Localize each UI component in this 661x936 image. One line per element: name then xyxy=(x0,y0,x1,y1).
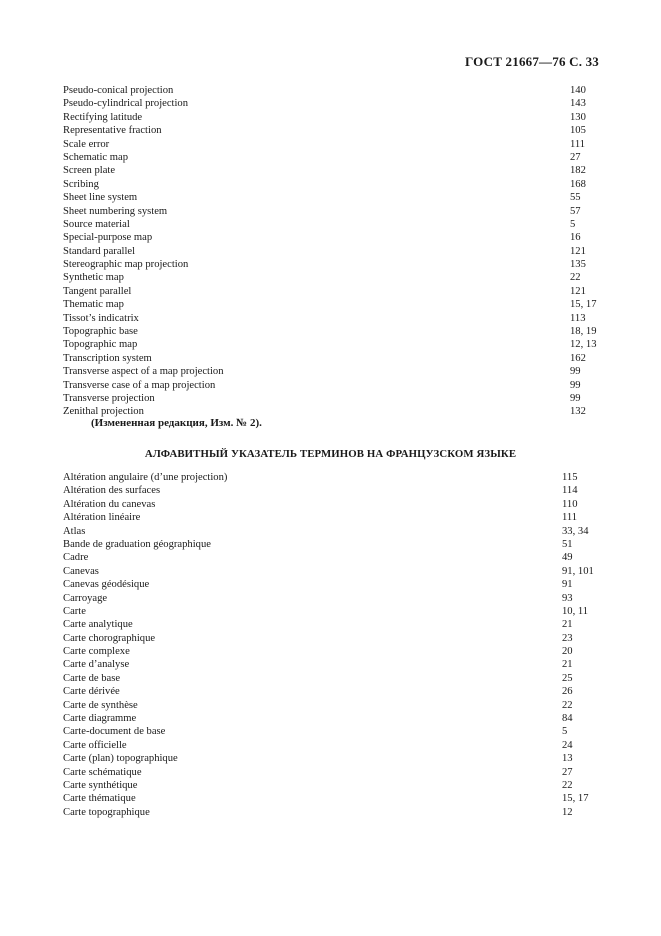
index-term: Altération des surfaces xyxy=(63,485,161,497)
index-term: Carte schématique xyxy=(63,766,142,778)
index-entry xyxy=(63,191,603,204)
index-term: Tangent parallel xyxy=(63,285,132,297)
index-term: Carte officielle xyxy=(63,739,127,751)
index-term: Carte xyxy=(63,605,86,617)
index-term: Standard parallel xyxy=(63,245,136,257)
index-page-numbers: 13 xyxy=(562,753,573,765)
index-page-numbers: 111 xyxy=(562,512,578,524)
index-term: Synthetic map xyxy=(63,272,124,284)
index-entry xyxy=(63,338,603,351)
index-page-numbers: 84 xyxy=(562,713,573,725)
index-entry xyxy=(63,111,603,124)
index-page-numbers: 143 xyxy=(570,98,586,110)
index-term: Carte de base xyxy=(63,672,121,684)
index-page-numbers: 12 xyxy=(562,806,573,818)
index-entry xyxy=(63,658,603,671)
index-term: Carte topographique xyxy=(63,806,150,818)
index-entry xyxy=(63,271,603,284)
index-term: Atlas xyxy=(63,525,86,537)
index-page-numbers: 93 xyxy=(562,592,573,604)
index-term: Schematic map xyxy=(63,151,129,163)
index-term: Source material xyxy=(63,218,130,230)
index-entry xyxy=(63,712,603,725)
index-page-numbers: 18, 19 xyxy=(570,326,597,338)
index-entry xyxy=(63,645,603,658)
index-page-numbers: 140 xyxy=(570,85,586,96)
english-term-index xyxy=(63,84,603,419)
index-term: Carte d’analyse xyxy=(63,659,130,671)
index-page-numbers: 20 xyxy=(562,646,573,658)
index-entry xyxy=(63,511,603,524)
index-page-numbers: 121 xyxy=(570,285,586,297)
index-page-numbers: 115 xyxy=(562,472,578,483)
index-page-numbers: 27 xyxy=(562,766,573,778)
index-term: Thematic map xyxy=(63,299,124,311)
index-entry xyxy=(63,725,603,738)
index-entry xyxy=(63,298,603,311)
index-term: Pseudo-cylindrical projection xyxy=(63,98,189,110)
index-term: Carte de synthèse xyxy=(63,699,138,711)
index-entry xyxy=(63,365,603,378)
index-page-numbers: 182 xyxy=(570,165,586,177)
index-page-numbers: 99 xyxy=(570,379,581,391)
index-term: Carte analytique xyxy=(63,619,133,631)
page-header: ГОСТ 21667—76 С. 33 xyxy=(465,54,599,69)
index-entry xyxy=(63,151,603,164)
index-entry xyxy=(63,484,603,497)
index-page-numbers: 57 xyxy=(570,205,581,217)
index-term: Carroyage xyxy=(63,592,108,604)
index-term: Carte complexe xyxy=(63,646,130,658)
index-page-numbers: 15, 17 xyxy=(562,793,589,805)
index-page-numbers: 162 xyxy=(570,352,586,364)
index-page-numbers: 21 xyxy=(562,619,573,631)
index-entry xyxy=(63,138,603,151)
index-term: Carte diagramme xyxy=(63,713,137,725)
index-term: Carte thématique xyxy=(63,793,136,805)
index-entry xyxy=(63,379,603,392)
index-entry xyxy=(63,551,603,564)
index-page-numbers: 22 xyxy=(570,272,581,284)
index-entry xyxy=(63,205,603,218)
index-page-numbers: 33, 34 xyxy=(562,525,589,537)
french-index-title: АЛФАВИТНЫЙ УКАЗАТЕЛЬ ТЕРМИНОВ НА ФРАНЦУЗСКОМ ЯЗЫКЕ xyxy=(144,448,517,460)
index-entry xyxy=(63,258,603,271)
index-term: Scribing xyxy=(63,178,99,190)
index-term: Carte-document de base xyxy=(63,726,166,738)
index-term: Altération angulaire (d’une projection) xyxy=(63,472,228,483)
index-entry xyxy=(63,498,603,511)
index-term: Altération linéaire xyxy=(63,512,141,524)
index-page-numbers: 15, 17 xyxy=(570,299,597,311)
index-page-numbers: 135 xyxy=(570,259,586,271)
index-entry xyxy=(63,592,603,605)
index-term: Special-purpose map xyxy=(63,232,153,244)
index-entry xyxy=(63,806,603,819)
index-term: Rectifying latitude xyxy=(63,111,143,123)
index-entry xyxy=(63,245,603,258)
index-term: Topographic map xyxy=(63,339,138,351)
index-entry xyxy=(63,779,603,792)
index-term: Bande de graduation géographique xyxy=(63,538,211,550)
index-page-numbers: 49 xyxy=(562,552,573,564)
index-entry xyxy=(63,178,603,191)
index-entry xyxy=(63,632,603,645)
index-page-numbers: 121 xyxy=(570,245,586,257)
index-page-numbers: 5 xyxy=(562,726,568,738)
index-entry xyxy=(63,538,603,551)
index-term: Sheet numbering system xyxy=(63,205,168,217)
index-page-numbers: 105 xyxy=(570,125,586,137)
index-page-numbers: 51 xyxy=(562,538,573,550)
index-entry xyxy=(63,565,603,578)
index-term: Pseudo-conical projection xyxy=(63,85,174,96)
index-entry xyxy=(63,525,603,538)
index-term: Altération du canevas xyxy=(63,498,156,510)
index-entry xyxy=(63,164,603,177)
index-entry xyxy=(63,605,603,618)
index-entry xyxy=(63,766,603,779)
index-term: Transverse projection xyxy=(63,392,155,404)
index-entry xyxy=(63,325,603,338)
index-page-numbers: 110 xyxy=(562,498,578,510)
index-entry xyxy=(63,699,603,712)
index-entry xyxy=(63,792,603,805)
index-page-numbers: 21 xyxy=(562,659,573,671)
index-entry xyxy=(63,672,603,685)
index-term: Stereographic map projection xyxy=(63,259,189,271)
index-term: Topographic base xyxy=(63,326,138,338)
index-entry xyxy=(63,739,603,752)
index-entry xyxy=(63,578,603,591)
index-page-numbers: 26 xyxy=(562,686,573,698)
index-term: Carte (plan) topographique xyxy=(63,753,178,765)
index-term: Tissot’s indicatrix xyxy=(63,312,139,324)
index-entry xyxy=(63,471,603,484)
index-entry xyxy=(63,352,603,365)
index-page-numbers: 132 xyxy=(570,406,586,418)
index-page-numbers: 5 xyxy=(570,218,576,230)
index-term: Canevas xyxy=(63,565,99,577)
index-page-numbers: 55 xyxy=(570,192,581,204)
index-term: Zenithal projection xyxy=(63,406,144,418)
index-page-numbers: 130 xyxy=(570,111,586,123)
index-page-numbers: 25 xyxy=(562,672,573,684)
index-page-numbers: 22 xyxy=(562,699,573,711)
index-term: Carte dérivée xyxy=(63,686,120,698)
index-term: Cadre xyxy=(63,552,89,564)
index-page-numbers: 91 xyxy=(562,579,573,591)
index-term: Transcription system xyxy=(63,352,152,364)
index-term: Carte chorographique xyxy=(63,632,156,644)
index-page-numbers: 91, 101 xyxy=(562,565,594,577)
index-term: Carte synthétique xyxy=(63,779,138,791)
index-page-numbers: 10, 11 xyxy=(562,605,589,617)
index-page-numbers: 24 xyxy=(562,739,573,751)
index-term: Transverse case of a map projection xyxy=(63,379,216,391)
index-entry xyxy=(63,124,603,137)
index-term: Transverse aspect of a map projection xyxy=(63,366,224,378)
index-page-numbers: 23 xyxy=(562,632,573,644)
index-entry xyxy=(63,752,603,765)
index-entry xyxy=(63,685,603,698)
amendment-note: (Измененная редакция, Изм. № 2). xyxy=(91,417,262,429)
french-term-index xyxy=(63,471,603,819)
index-page-numbers: 114 xyxy=(562,485,578,497)
index-entry xyxy=(63,312,603,325)
index-term: Screen plate xyxy=(63,165,116,177)
index-entry xyxy=(63,392,603,405)
index-page-numbers: 99 xyxy=(570,392,581,404)
index-term: Scale error xyxy=(63,138,110,150)
index-term: Canevas géodésique xyxy=(63,579,150,591)
index-page-numbers: 168 xyxy=(570,178,586,190)
index-page-numbers: 113 xyxy=(570,312,586,324)
index-page-numbers: 22 xyxy=(562,779,573,791)
index-page-numbers: 99 xyxy=(570,366,581,378)
index-entry xyxy=(63,618,603,631)
index-page-numbers: 27 xyxy=(570,151,581,163)
index-page-numbers: 12, 13 xyxy=(570,339,597,351)
index-entry xyxy=(63,285,603,298)
index-term: Sheet line system xyxy=(63,192,138,204)
index-term: Representative fraction xyxy=(63,125,162,137)
index-page-numbers: 16 xyxy=(570,232,581,244)
index-entry xyxy=(63,231,603,244)
index-entry xyxy=(63,218,603,231)
index-page-numbers: 111 xyxy=(570,138,586,150)
index-entry xyxy=(63,84,603,97)
index-entry xyxy=(63,97,603,110)
